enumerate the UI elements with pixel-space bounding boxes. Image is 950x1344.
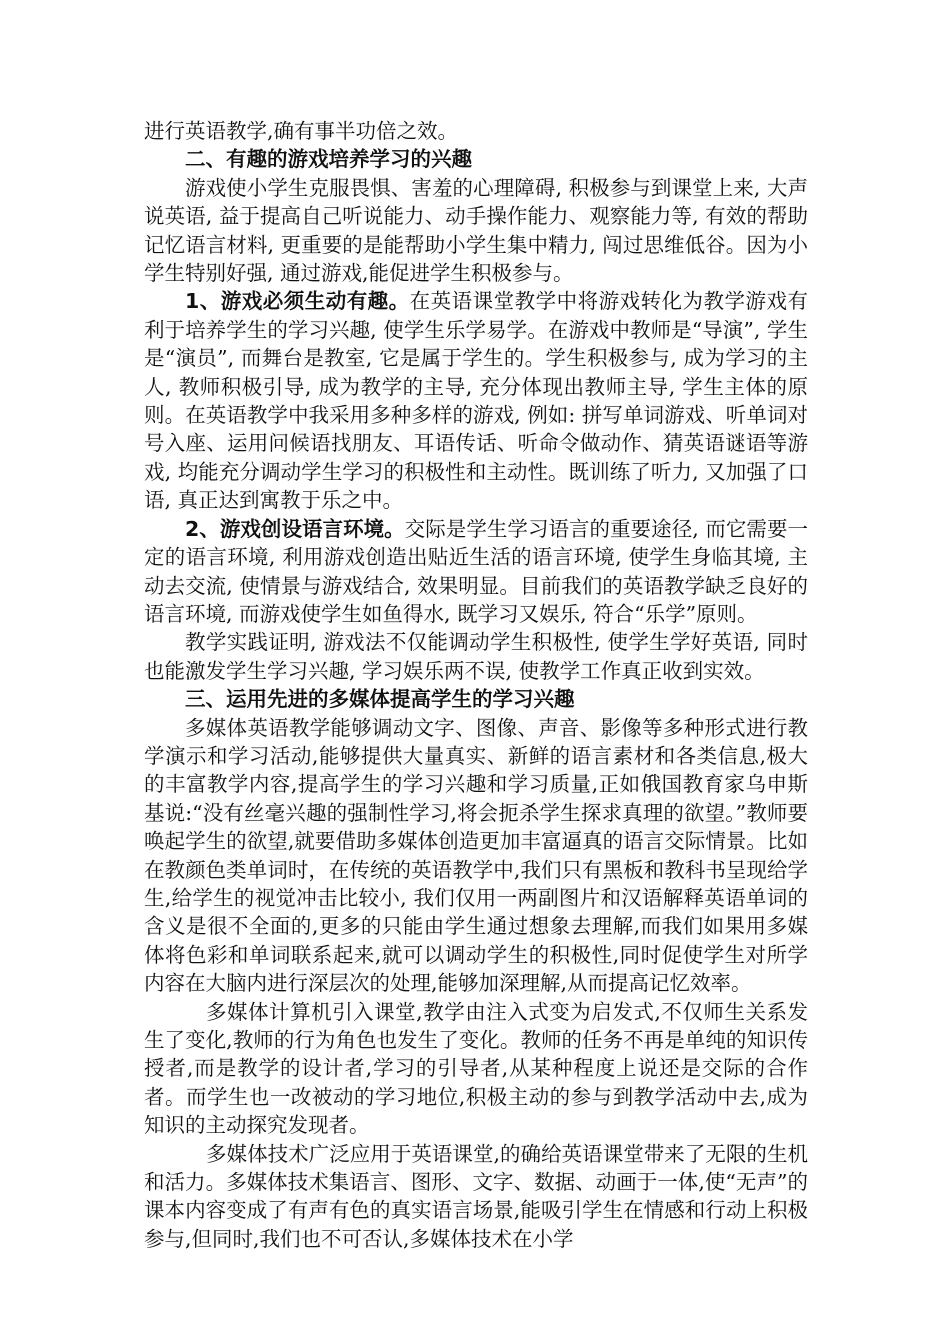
paragraph-games-point-2 <box>144 515 808 629</box>
paragraph-body-text: 交际是学生学习语言的重要途径, 而它需要一定的语言环境, 利用游戏创造出贴近生活的语言环境, 使学生身临其境, 主动去交流, 使情景与游戏结合, 效果明显。目前我们的英语教学缺乏良好的语言环境, 而游戏使学生如鱼得水, 既学习又娱乐, 符合“乐学”原则。 <box>144 516 808 626</box>
paragraph-continuation: 进行英语教学,确有事半功倍之效。 <box>144 119 459 143</box>
paragraph-lead-text: 2、游戏创设语言环境。 <box>185 516 405 541</box>
paragraph-lead-text: 1、游戏必须生动有趣。 <box>185 289 410 314</box>
document-body <box>144 117 808 1253</box>
paragraph-games-conclusion: 教学实践证明, 游戏法不仅能调动学生积极性, 使学生学好英语, 同时也能激发学生学习兴趣, 学习娱乐两不误, 使教学工作真正收到实效。 <box>144 630 808 683</box>
paragraph-games-point-1 <box>144 287 808 514</box>
paragraph-multimedia-intro: 多媒体英语教学能够调动文字、图像、声音、影像等多种形式进行教学演示和学习活动,能够提供大量真实、新鲜的语言素材和各类信息,极大的丰富教学内容,提高学生的学习兴趣和学习质量,正如俄国教育家乌申斯基说:“没有丝毫兴趣的强制性学习,将会扼杀学生探求真理的欲望。”教师要唤起学生的欲望,就要借助多媒体创造更加丰富逼真的语言交际情景。比如在教颜色类单词时，在传统的英语教学中,我们只有黑板和教科书呈现给学生,给学生的视觉冲击比较小, 我们仅用一两副图片和汉语解释英语单词的含义是很不全面的,更多的只能由学生通过想象去理解,而我们如果用多媒体将色彩和单词联系起来,就可以调动学生的积极性,同时促使学生对所学内容在大脑内进行深层次的处理,能够加深理解,从而提高记忆效率。 <box>144 715 808 996</box>
paragraph-multimedia-roles: 多媒体计算机引入课堂,教学由注入式变为启发式,不仅师生关系发生了变化,教师的行为角色也发生了变化。教师的任务不再是单纯的知识传授者,而是教学的设计者,学习的引导者,从某种程度上说还是交际的合作者。而学生也一改被动的学习地位,积极主动的参与到教学活动中去,成为知识的主动探究发现者。 <box>144 999 808 1138</box>
paragraph-body-text: 在英语课堂教学中将游戏转化为教学游戏有利于培养学生的学习兴趣, 使学生乐学易学。在游戏中教师是“导演”, 学生是“演员”, 而舞台是教室, 它是属于学生的。学生积极参与, 成为学习的主人, 教师积极引导, 成为教学的主导, 充分体现出教师主导, 学生主体的原则。在英语教学中我采用多种多样的游戏, 例如: 拼写单词游戏、听单词对号入座、运用问候语找朋友、耳语传话、听命令做动作、猜英语谜语等游戏, 均能充分调动学生学习的积极性和主动性。既训练了听力, 又加强了口语, 真正达到寓教于乐之中。 <box>144 289 809 513</box>
paragraph-games-intro: 游戏使小学生克服畏惧、害羞的心理障碍, 积极参与到课堂上来, 大声说英语, 益于提高自己听说能力、动手操作能力、观察能力等, 有效的帮助记忆语言材料, 更重要的是能帮助小学生集中精力, 闯过思维低谷。因为小学生特别好强, 通过游戏,能促进学生积极参与。 <box>144 175 808 286</box>
paragraph-multimedia-application: 多媒体技术广泛应用于英语课堂,的确给英语课堂带来了无限的生机和活力。多媒体技术集语言、图形、文字、数据、动画于一体,使“无声”的课本内容变成了有声有色的真实语言场景,能吸引学生在情感和行动上积极参与,但同时,我们也不可否认,多媒体技术在小学 <box>144 1141 808 1251</box>
section-heading-multimedia: 三、运用先进的多媒体提高学生的学习兴趣 <box>185 687 575 712</box>
section-heading-games: 二、有趣的游戏培养学习的兴趣 <box>185 147 472 172</box>
